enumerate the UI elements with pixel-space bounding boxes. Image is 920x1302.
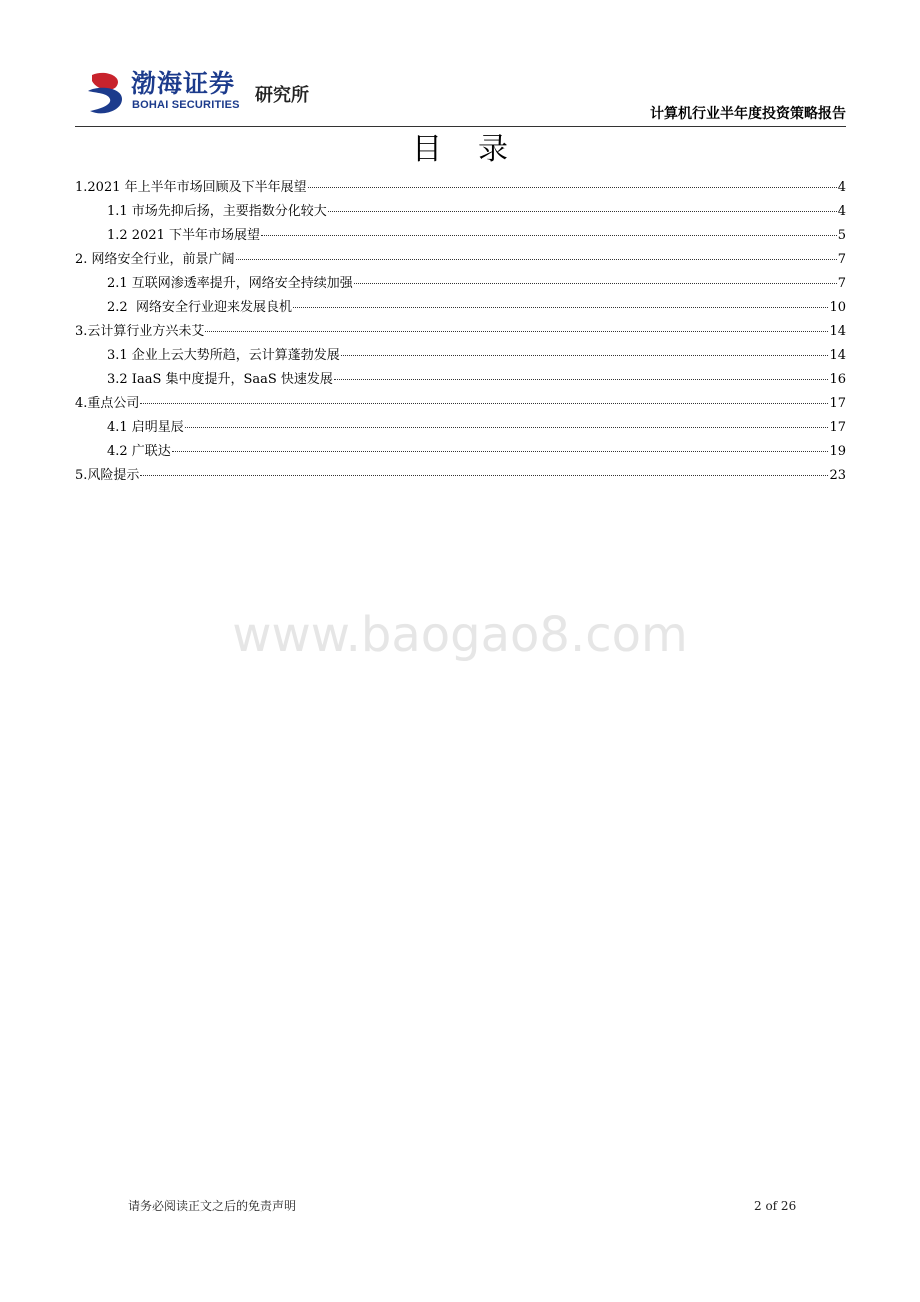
toc-entry-label: 3.2 IaaS 集中度提升，SaaS 快速发展 xyxy=(107,372,333,387)
toc-dot-leader xyxy=(236,259,837,260)
toc-entry-page: 4 xyxy=(837,204,846,219)
footer-page-number: 2 of 26 xyxy=(754,1199,797,1213)
toc-entry[interactable] xyxy=(75,344,846,368)
toc-entry-label: 3.云计算行业方兴未艾 xyxy=(75,324,205,339)
footer-disclaimer: 请务必阅读正文之后的免责声明 xyxy=(128,1199,297,1213)
institute-label: 研究所 xyxy=(255,85,309,106)
toc-entry-label: 1.2021 年上半年市场回顾及下半年展望 xyxy=(75,180,307,195)
toc-entry[interactable] xyxy=(75,392,846,416)
toc-entry-label: 4.1 启明星辰 xyxy=(107,420,184,435)
table-of-contents xyxy=(75,176,846,488)
toc-entry[interactable] xyxy=(75,248,846,272)
toc-entry-page: 7 xyxy=(837,252,846,267)
toc-dot-leader xyxy=(140,475,828,476)
toc-entry-label: 1.1 市场先抑后扬，主要指数分化较大 xyxy=(107,204,327,219)
toc-dot-leader xyxy=(140,403,828,404)
toc-entry-page: 17 xyxy=(829,396,846,411)
toc-entry-page: 7 xyxy=(837,276,846,291)
toc-entry[interactable] xyxy=(75,464,846,488)
toc-entry-label: 4.重点公司 xyxy=(75,396,140,411)
toc-dot-leader xyxy=(261,235,837,236)
toc-entry[interactable] xyxy=(75,272,846,296)
toc-entry-page: 23 xyxy=(829,468,846,483)
toc-entry[interactable] xyxy=(75,224,846,248)
toc-entry-page: 19 xyxy=(829,444,846,459)
toc-title: 目录 xyxy=(412,132,544,167)
toc-entry[interactable] xyxy=(75,320,846,344)
watermark: www.baogao8.com xyxy=(232,607,688,663)
toc-dot-leader xyxy=(293,307,829,308)
toc-entry-label: 2.2 网络安全行业迎来发展良机 xyxy=(107,300,292,315)
toc-entry-page: 4 xyxy=(837,180,846,195)
toc-entry-label: 2.1 互联网渗透率提升，网络安全持续加强 xyxy=(107,276,353,291)
logo-english-name: BOHAI SECURITIES xyxy=(132,99,240,111)
toc-entry[interactable] xyxy=(75,176,846,200)
bohai-logo-icon xyxy=(86,71,126,117)
toc-entry-page: 17 xyxy=(829,420,846,435)
toc-entry-page: 14 xyxy=(829,324,846,339)
toc-entry-page: 16 xyxy=(829,372,846,387)
toc-entry-label: 1.2 2021 下半年市场展望 xyxy=(107,228,261,243)
toc-dot-leader xyxy=(308,187,837,188)
toc-entry[interactable] xyxy=(75,296,846,320)
toc-dot-leader xyxy=(334,379,829,380)
toc-dot-leader xyxy=(172,451,829,452)
page-header xyxy=(75,58,846,128)
report-title: 计算机行业半年度投资策略报告 xyxy=(650,106,846,122)
toc-entry[interactable] xyxy=(75,368,846,392)
header-divider xyxy=(75,126,846,127)
toc-entry-label: 3.1 企业上云大势所趋，云计算蓬勃发展 xyxy=(107,348,340,363)
toc-dot-leader xyxy=(341,355,829,356)
logo-chinese-name: 渤海证券 xyxy=(131,69,236,98)
toc-dot-leader xyxy=(328,211,837,212)
toc-dot-leader xyxy=(205,331,828,332)
toc-entry-page: 14 xyxy=(829,348,846,363)
toc-entry-label: 4.2 广联达 xyxy=(107,444,171,459)
toc-dot-leader xyxy=(185,427,829,428)
toc-entry-page: 5 xyxy=(837,228,846,243)
toc-entry-label: 2. 网络安全行业，前景广阔 xyxy=(75,252,235,267)
toc-entry[interactable] xyxy=(75,200,846,224)
toc-entry-page: 10 xyxy=(829,300,846,315)
toc-entry[interactable] xyxy=(75,416,846,440)
toc-entry[interactable] xyxy=(75,440,846,464)
toc-dot-leader xyxy=(354,283,837,284)
toc-entry-label: 5.风险提示 xyxy=(75,468,140,483)
